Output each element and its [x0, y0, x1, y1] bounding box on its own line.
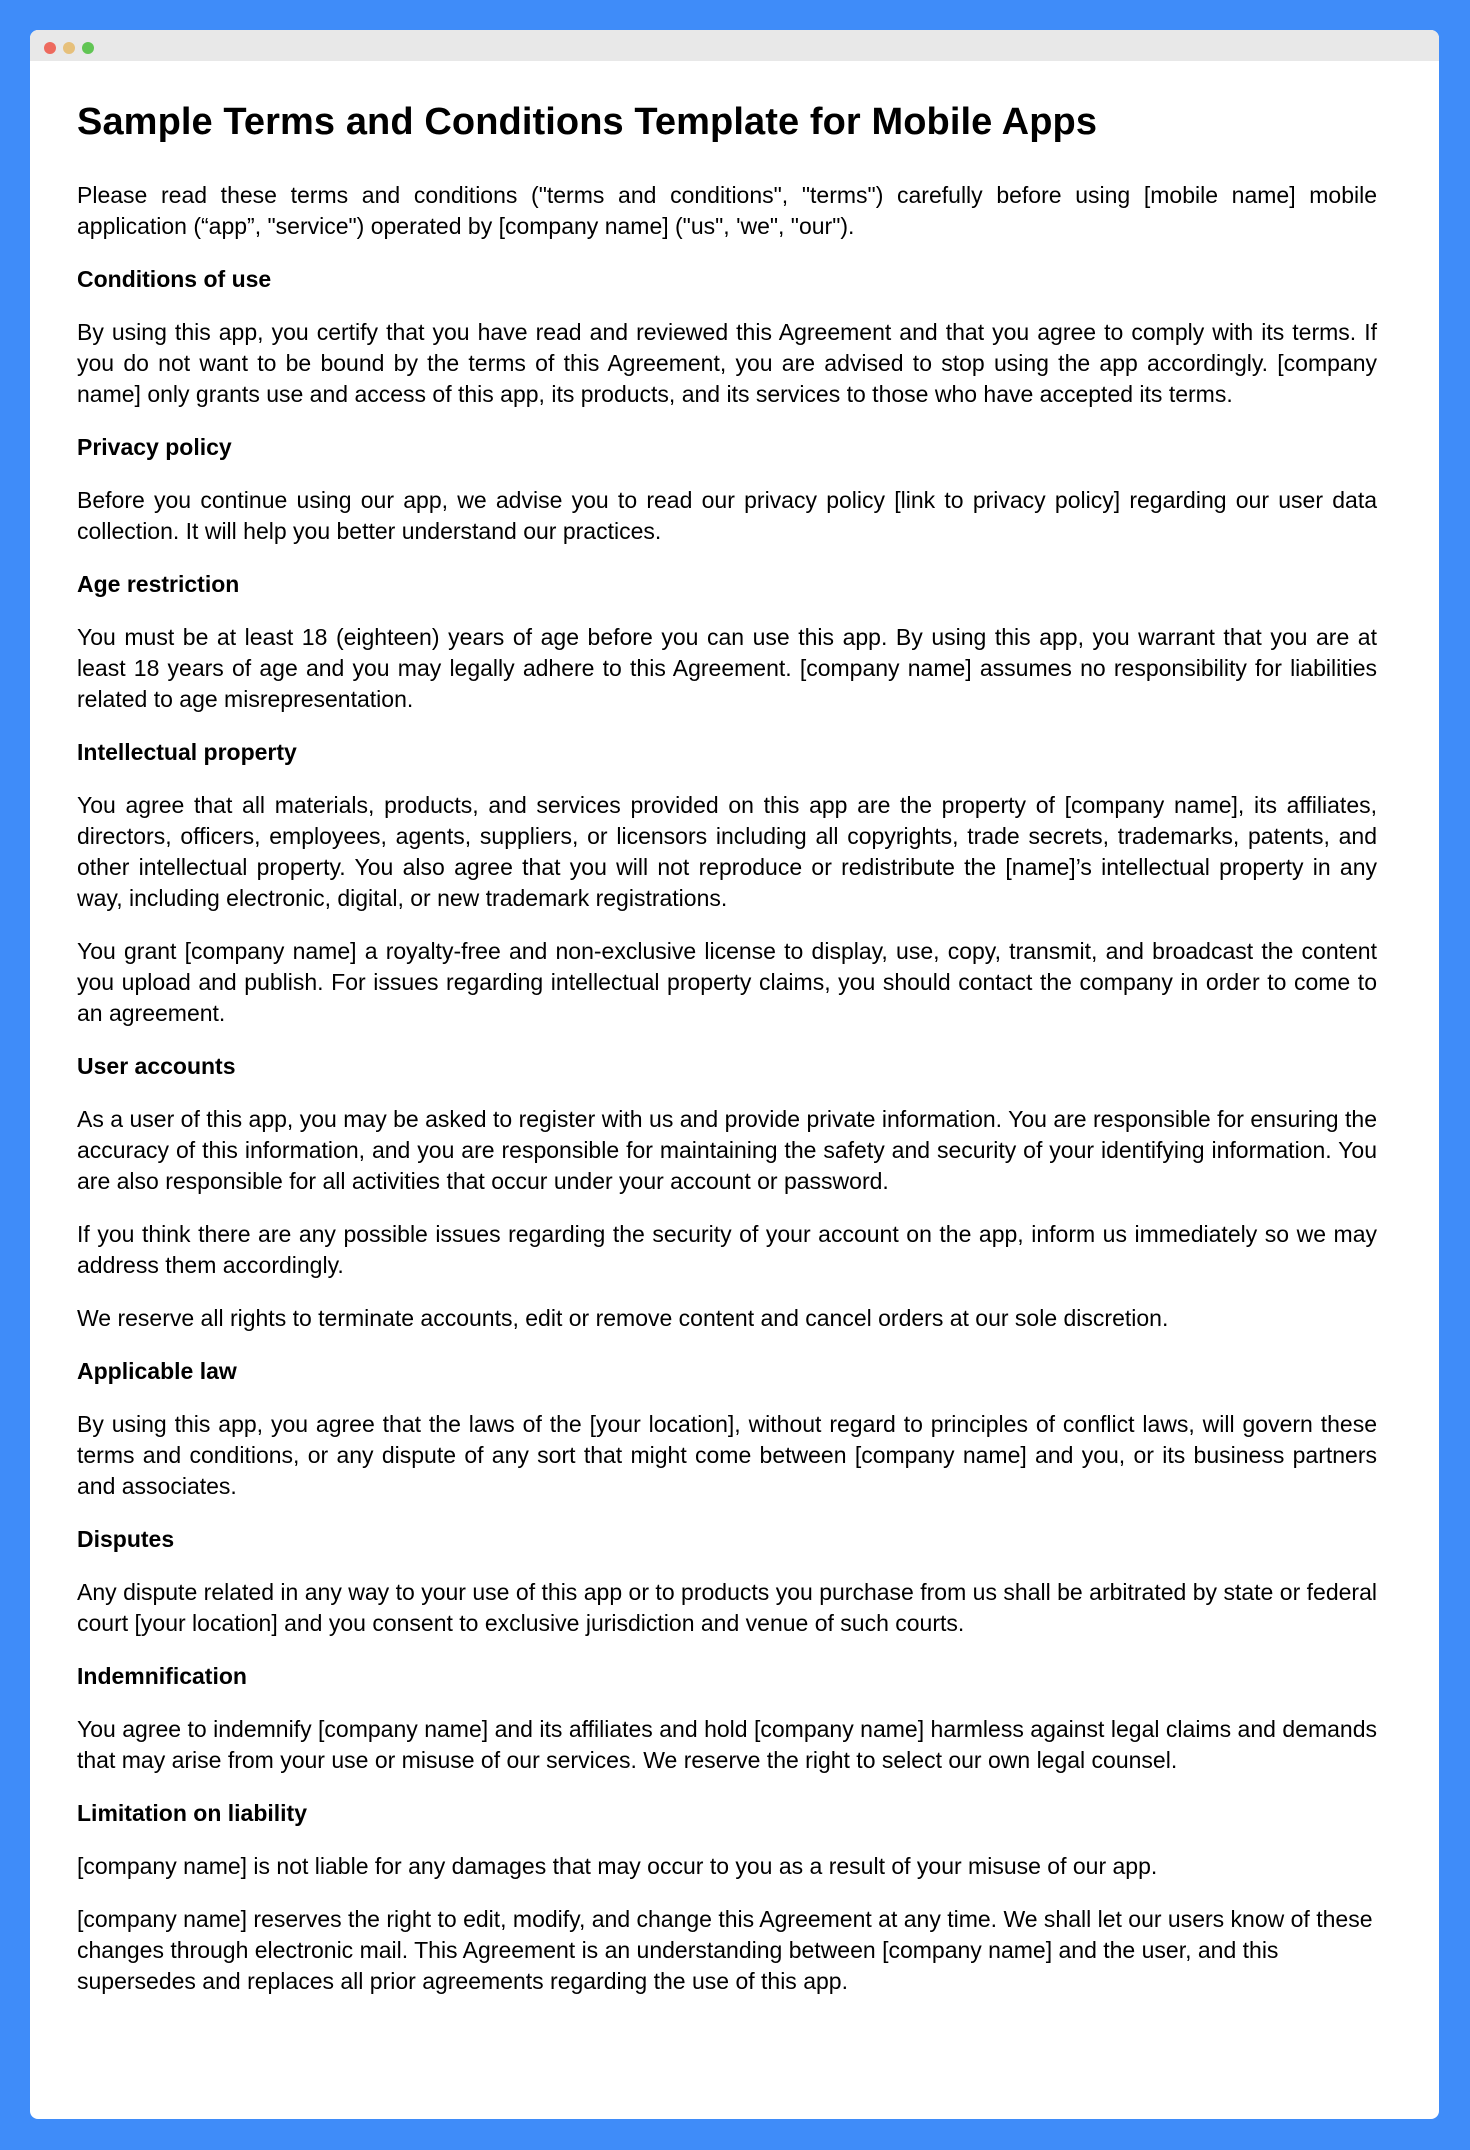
section-heading-conditions-of-use: Conditions of use — [77, 266, 272, 292]
section-paragraph: You grant [company name] a royalty-free and non-exclusive license to display, use, copy, transmit, and broadcast the content you upload and publish. For issues regarding intellectual property claims, you should contact the company in order to come to an agreement. — [77, 938, 1377, 1026]
section-heading-user-accounts: User accounts — [77, 1053, 236, 1079]
section-paragraph: By using this app, you certify that you have read and reviewed this Agreement and that you agree to comply with its terms. If you do not want to be bound by the terms of this Agreement, you are advised to stop using the app accordingly. [company name] only grants use and access of this app, its products, and its services to those who have accepted its terms. — [77, 319, 1377, 407]
section-heading-indemnification: Indemnification — [77, 1663, 247, 1689]
minimize-window-button[interactable] — [63, 42, 75, 54]
document-title: Sample Terms and Conditions Template for Mobile Apps — [77, 101, 1098, 143]
document-content — [77, 100, 1377, 2019]
section-heading-limitation-on-liability: Limitation on liability — [77, 1800, 307, 1826]
zoom-window-button[interactable] — [82, 42, 94, 54]
section-paragraph: You agree that all materials, products, and services provided on this app are the property of [company name], its affiliates, directors, officers, employees, agents, suppliers, or licensors including all copyrights, trade secrets, trademarks, patents, and other intellectual property. You also agree that you will not reproduce or redistribute the [name]’s intellectual property in any way, including electronic, digital, or new trademark registrations. — [77, 792, 1377, 911]
section-heading-privacy-policy: Privacy policy — [77, 434, 232, 460]
section-paragraph: You agree to indemnify [company name] and its affiliates and hold [company name] harmless against legal claims and demands that may arise from your use or misuse of our services. We reserve the right to select our own legal counsel. — [77, 1716, 1377, 1773]
section-heading-disputes: Disputes — [77, 1526, 175, 1552]
intro-paragraph: Please read these terms and conditions ("terms and conditions", "terms") carefully before using [mobile name] mobile application (“app”, "service") operated by [company name] ("us", 'we", "our"). — [77, 182, 1377, 239]
section-paragraph: If you think there are any possible issues regarding the security of your account on the app, inform us immediately so we may address them accordingly. — [77, 1221, 1377, 1278]
section-paragraph: Any dispute related in any way to your use of this app or to products you purchase from us shall be arbitrated by state or federal court [your location] and you consent to exclusive jurisdiction and venue of such courts. — [77, 1579, 1377, 1636]
section-heading-age-restriction: Age restriction — [77, 571, 240, 597]
section-paragraph: You must be at least 18 (eighteen) years of age before you can use this app. By using this app, you warrant that you are at least 18 years of age and you may legally adhere to this Agreement. [company name] assumes no responsibility for liabilities related to age misrepresentation. — [77, 624, 1377, 712]
section-paragraph: [company name] is not liable for any damages that may occur to you as a result of your misuse of our app. — [77, 1853, 1158, 1879]
section-paragraph: As a user of this app, you may be asked to register with us and provide private information. You are responsible for ensuring the accuracy of this information, and you are responsible for maintaining the safety and security of your identifying information. You are also responsible for all activities that occur under your account or password. — [77, 1106, 1377, 1194]
section-paragraph: By using this app, you agree that the laws of the [your location], without regard to principles of conflict laws, will govern these terms and conditions, or any dispute of any sort that might come between [company name] and you, or its business partners and associates. — [77, 1411, 1377, 1499]
browser-window — [30, 30, 1439, 2119]
section-heading-applicable-law: Applicable law — [77, 1358, 237, 1384]
section-paragraph: We reserve all rights to terminate accounts, edit or remove content and cancel orders at our sole discretion. — [77, 1305, 1169, 1331]
window-titlebar — [30, 30, 1439, 61]
section-heading-intellectual-property: Intellectual property — [77, 739, 297, 765]
close-window-button[interactable] — [44, 42, 56, 54]
section-paragraph: Before you continue using our app, we advise you to read our privacy policy [link to privacy policy] regarding our user data collection. It will help you better understand our practices. — [77, 487, 1377, 544]
section-paragraph: [company name] reserves the right to edit, modify, and change this Agreement at any time. We shall let our users know of these changes through electronic mail. This Agreement is an understanding between [company name] and the user, and this supersedes and replaces all prior agreements regarding the use of this app. — [77, 1906, 1373, 1994]
